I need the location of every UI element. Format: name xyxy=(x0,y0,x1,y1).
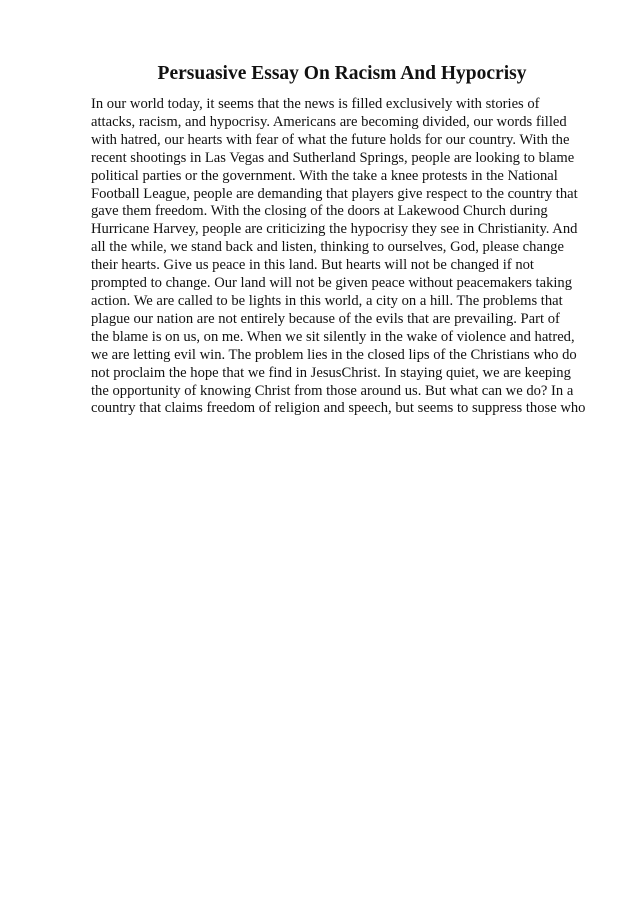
essay-line: gave them freedom. With the closing of the doors at Lakewood Church during xyxy=(91,203,548,220)
essay-line: In our world today, it seems that the news is filled exclusively with stories of xyxy=(91,96,540,112)
essay-line: Hurricane Harvey, people are criticizing the hypocrisy they see in Christianity. And xyxy=(91,221,578,238)
essay-line: prompted to change. Our land will not be given peace without peacemakers taking xyxy=(91,275,573,292)
essay-line: attacks, racism, and hypocrisy. Americans are becoming divided, our words filled xyxy=(91,113,567,130)
essay-line: all the while, we stand back and listen, thinking to ourselves, God, please change xyxy=(91,239,564,256)
essay-line: country that claims freedom of religion and speech, but seems to suppress those who xyxy=(91,400,586,417)
essay-line: with hatred, our hearts with fear of what the future holds for our country. With the xyxy=(91,131,570,148)
essay-line: action. We are called to be lights in this world, a city on a hill. The problems that xyxy=(91,292,563,309)
essay-line: not proclaim the hope that we find in JesusChrist. In staying quiet, we are keeping xyxy=(91,364,571,381)
document-title: Persuasive Essay On Racism And Hypocrisy xyxy=(157,63,527,84)
essay-line: the blame is on us, on me. When we sit silently in the wake of violence and hatred, xyxy=(91,328,575,345)
essay-line: recent shootings in Las Vegas and Sutherland Springs, people are looking to blame xyxy=(91,149,575,166)
essay-line: political parties or the government. With the take a knee protests in the National xyxy=(91,167,558,184)
essay-line: Football League, people are demanding that players give respect to the country that xyxy=(91,185,578,202)
essay-line: we are letting evil win. The problem lies in the closed lips of the Christians who do xyxy=(91,346,577,363)
essay-body xyxy=(91,96,611,418)
essay-line: their hearts. Give us peace in this land. But hearts will not be changed if not xyxy=(91,257,534,274)
essay-line: plague our nation are not entirely because of the evils that are prevailing. Part of xyxy=(91,310,560,327)
essay-line: the opportunity of knowing Christ from those around us. But what can we do? In a xyxy=(91,382,574,399)
